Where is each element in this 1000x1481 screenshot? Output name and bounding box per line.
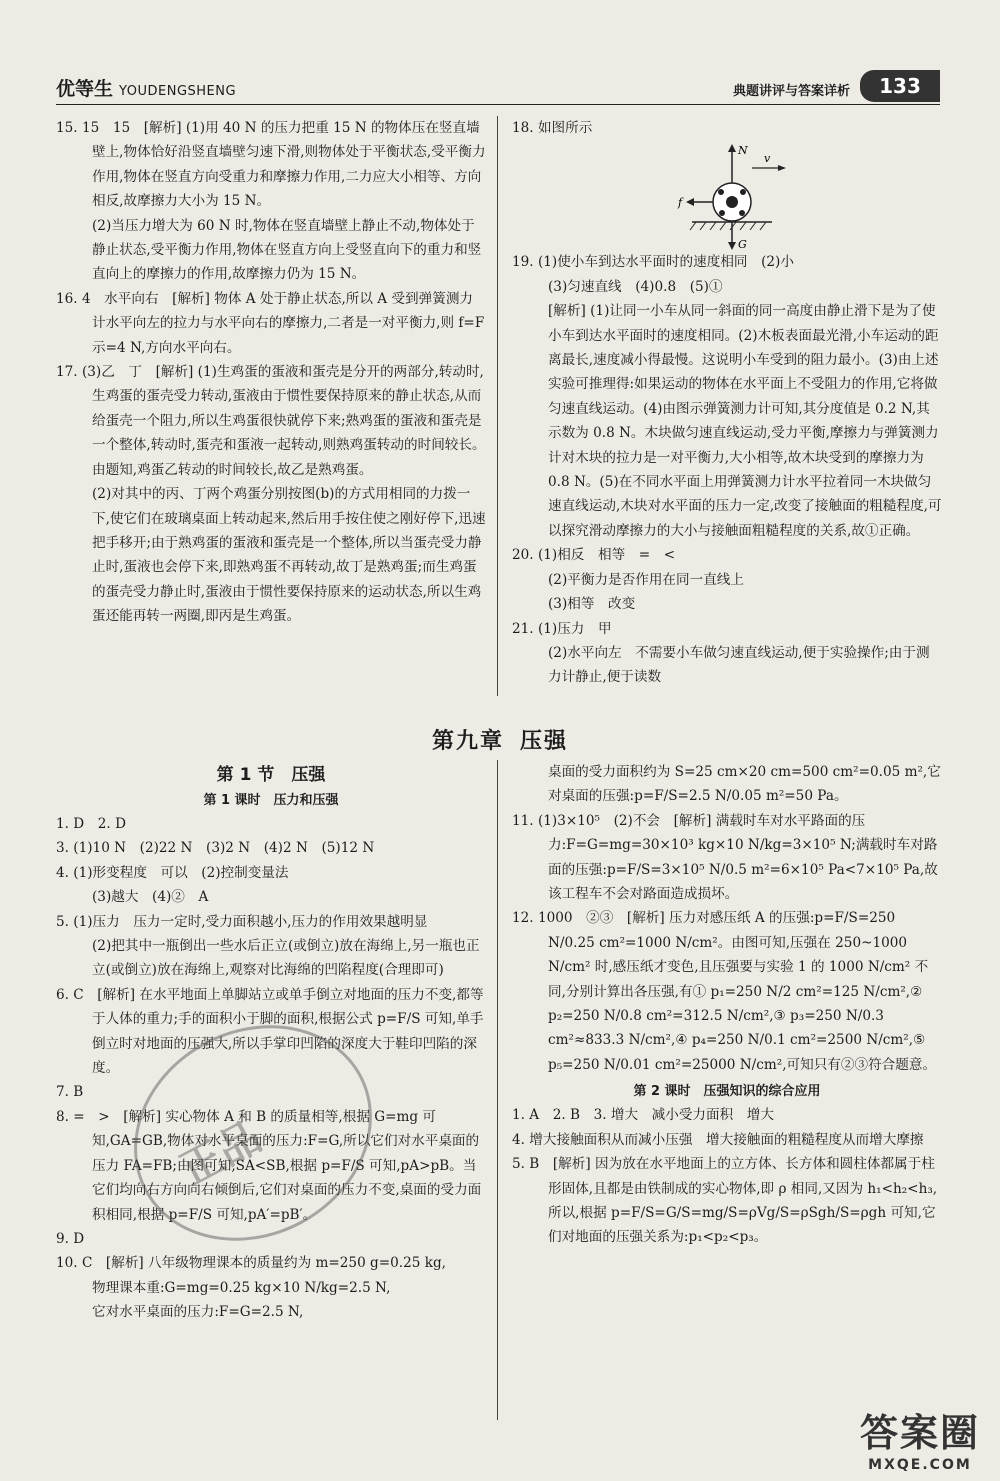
answer-item: 5. (1)压力 压力一定时,受力面积越小,压力的作用效果越明显 (56, 913, 428, 930)
answer-item: 1. A 2. B 3. 增大 减小受力面积 增大 (512, 1107, 774, 1124)
chapter-title (0, 724, 1000, 755)
stamp-text: 正品 (172, 1111, 270, 1195)
answer-continuation: 桌面的受力面积约为 S=25 cm×20 cm=500 cm²=0.05 m²,它对桌面的压强:p=F/S=2.5 N/0.05 m²=50 Pa。 (548, 764, 941, 805)
answer-item: 4. (1)形变程度 可以 (2)控制变量法 (56, 864, 289, 881)
left-column-top (56, 116, 486, 629)
answer-item: 11. (1)3×10⁵ (2)不会 [解析] 满载时车对水平路面的压力:F=G=mg=30×10³ kg×10 N/kg=3×10⁵ N;满载时车对路面的压强:p=F/S=3×10⁵ N/0.5 m²=6×10⁵ Pa<7×10⁵ Pa,故该工程车不会对路面造成损坏。 (512, 812, 938, 903)
answer-item: 3. (1)10 N (2)22 N (3)2 N (4)2 N (5)12 N (56, 840, 375, 857)
answer-19-analysis: [解析] (1)让同一小车从同一斜面的同一高度由静止滑下是为了使小车到达水平面时的速度相同。(2)木板表面最光滑,小车运动的距离最长,速度减小得最慢。这说明小车受到的阻力最小。(3)由上述实验可推理得:如果运动的物体在水平面上不受阻力的作用,它将做匀速直线运动。(4)由图示弹簧测力计可知,其分度值是 0.2 N,其示数为 0.8 N。木块做匀速直线运动,受力平衡,摩擦力与弹簧测力计对木块的拉力是一对平衡力,大小相等,故木块受到的摩擦力为 0.8 N。(5)在不同水平面上用弹簧测力计水平拉着同一木块做匀速直线运动,木块对水平面的压力一定,改变了接触面的粗糙程度,可以探究滑动摩擦力的大小与接触面粗糙程度的关系,故①正确。 (548, 303, 942, 539)
answer-item: 7. B (56, 1084, 84, 1101)
chapter-name: 压强 (520, 729, 569, 754)
answer-item: 15. 15 15 [解析] (1)用 40 N 的压力把重 15 N 的物体压在竖直墙壁上,物体恰好沿竖直墙壁匀速下滑,则物体处于平衡状态,受平衡力作用,物体在竖直方向受重力和摩擦力作用,二力应大小相等、方向相反,故摩擦力大小为 15 N。 (56, 120, 486, 210)
answer-21: 21. (1)压力 甲 (512, 620, 612, 637)
answer-18: 18. 如图所示 (512, 120, 593, 136)
section-title: 第 1 节 压强 (216, 765, 326, 785)
answer-continuation: 它对水平桌面的压力:F=G=2.5 N, (92, 1304, 304, 1321)
answer-continuation: (3)越大 (4)② A (92, 889, 209, 906)
answer-continuation: 物理课本重:G=mg=0.25 kg×10 N/kg=2.5 N, (92, 1279, 391, 1296)
answer-19: 19. (1)使小车到达水平面时的速度相同 (2)小 (512, 254, 794, 271)
answer-20-3: (3)相等 改变 (548, 596, 636, 613)
lesson-1-title: 第 1 课时 压力和压强 (203, 793, 339, 808)
page-header (56, 74, 940, 104)
right-column-bottom (512, 760, 942, 1250)
label-n: N (738, 144, 748, 158)
column-divider-bottom (497, 760, 498, 1420)
chapter-number: 第九章 (431, 729, 504, 754)
answer-20: 20. (1)相反 相等 = < (512, 547, 676, 564)
answer-item: 1. D 2. D (56, 816, 126, 832)
watermark-logo (860, 1402, 980, 1473)
answer-item: 9. D (56, 1230, 85, 1247)
answer-19-cont: (3)匀速直线 (4)0.8 (5)① (548, 278, 723, 295)
answer-continuation: (2)把其中一瓶倒出一些水后正立(或倒立)放在海绵上,另一瓶也正立(或倒立)放在海绵上,观察对比海绵的凹陷程度(合理即可) (92, 938, 480, 979)
brand-logo (56, 74, 236, 101)
answer-continuation: (2)当压力增大为 60 N 时,物体在竖直墙壁上静止不动,物体处于静止状态,受平衡力作用,物体在竖直方向上受竖直向下的重力和竖直向上的摩擦力的作用,故摩擦力仍为 15 N。 (92, 217, 482, 283)
label-f: f (678, 196, 683, 210)
answer-item: 12. 1000 ②③ [解析] 压力对感压纸 A 的压强:p=F/S=250 N/0.25 cm²=1000 N/cm²。由图可知,压强在 250~1000 N/cm² 时,感压纸才变色,且压强要与实验 1 的 1000 N/cm² 不同,分别计算出各压强,有① p₁=250 N/2 cm²=125 N/cm²,② p₂=250 N/0.8 cm²=312.5 N/cm²,③ p₃=250 N/0.3 cm²≈833.3 N/cm²,④ p₄=250 N/0.1 cm²=2500 N/cm²,⑤ p₅=250 N/0.01 cm²=25000 N/cm²,可知只有②③符合题意。 (512, 910, 937, 1073)
column-divider (497, 116, 498, 696)
watermark-small: MXQE.COM (868, 1457, 972, 1473)
label-g: G (738, 238, 747, 251)
ball-force-svg (652, 140, 812, 250)
header-divider (56, 104, 940, 105)
label-v: v (764, 152, 771, 166)
answer-item: 5. B [解析] 因为放在水平地面上的立方体、长方体和圆柱体都属于柱形固体,且都是由铁制成的实心物体,即 ρ 相同,又因为 h₁<h₂<h₃,所以,根据 p=F/S=G/S=mg/S=ρVg/S=ρSgh/S=ρgh 可知,它们对地面的压强关系为:p₁<p₂<p₃。 (512, 1156, 938, 1246)
answer-item: 8. = > [解析] 实心物体 A 和 B 的质量相等,根据 G=mg 可知,GA=GB,物体对水平桌面的压力:F=G,所以它们对水平桌面的压力 FA=FB;由图可知,SA<SB,根据 p=F/S 可知,pA>pB。当它们均向右方向向右倾倒后,它们对桌面的压力不变,桌面的受力面积相同,根据 p=F/S 可知,pA′=pB′。 (56, 1108, 482, 1223)
brand-sub: YOUDENGSHENG (119, 84, 237, 99)
header-title: 典题讲评与答案详析 (732, 84, 850, 99)
watermark-big: 答案圈 (859, 1411, 980, 1455)
answer-item: 17. (3)乙 丁 [解析] (1)生鸡蛋的蛋液和蛋壳是分开的两部分,转动时,生鸡蛋的蛋壳受力转动,蛋液由于惯性要保持原来的静止状态,从而给蛋壳一个阻力,所以生鸡蛋很快就停下来;熟鸡蛋的蛋液和蛋壳是一个整体,转动时,蛋壳和蛋液一起转动,则熟鸡蛋转动的时间较长。由题知,鸡蛋乙转动的时间较长,故乙是熟鸡蛋。 (56, 364, 486, 478)
answer-item: 10. C [解析] 八年级物理课本的质量约为 m=250 g=0.25 kg, (56, 1255, 446, 1272)
brand-name: 优等生 (56, 78, 114, 100)
right-bottom-answers-2 (512, 1103, 942, 1249)
answer-20-2: (2)平衡力是否作用在同一直线上 (548, 571, 744, 588)
page-number: 133 (860, 70, 940, 102)
answer-item: 4. 增大接触面积从而减小压强 增大接触面的粗糙程度从而增大摩擦 (512, 1131, 924, 1148)
right-bottom-answers (512, 760, 942, 1077)
answer-21-2: (2)水平向左 不需要小车做匀速直线运动,便于实验操作;由于测力计静止,便于读数 (548, 644, 930, 686)
right-column-top (512, 116, 942, 690)
answer-item: 16. 4 水平向右 [解析] 物体 A 处于静止状态,所以 A 受到弹簧测力计水平向左的拉力与水平向右的摩擦力,二者是一对平衡力,则 f=F示=4 N,方向水平向右。 (56, 290, 485, 356)
force-diagram (652, 140, 812, 250)
lesson-2-title: 第 2 课时 压强知识的综合应用 (633, 1084, 821, 1100)
answer-item: 6. C [解析] 在水平地面上单脚站立或单手倒立对地面的压力不变,都等于人体的重力;手的面积小于脚的面积,根据公式 p=F/S 可知,单手倒立时对地面的压强大,所以手掌印凹陷的深度大于鞋印凹陷的深度。 (56, 986, 484, 1077)
answer-continuation: (2)对其中的丙、丁两个鸡蛋分别按图(b)的方式用相同的力拨一下,使它们在玻璃桌面上转动起来,然后用手按住使之刚好停下,迅速把手移开;由于熟鸡蛋的蛋液和蛋壳是一个整体,所以当蛋壳受力静止时,蛋液也会停下来,即熟鸡蛋不再转动,故丁是熟鸡蛋;而生鸡蛋的蛋壳受力静止时,蛋液由于惯性要保持原来的运动状态,所以生鸡蛋还能再转一两圈,即丙是生鸡蛋。 (92, 486, 486, 625)
